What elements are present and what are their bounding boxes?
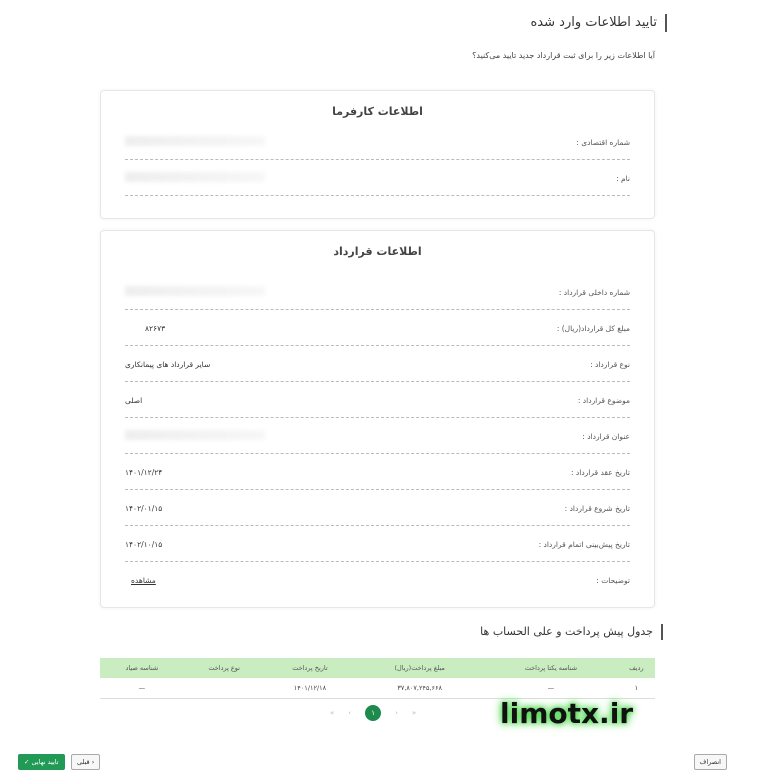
page-1-button[interactable]: ۱ (365, 705, 381, 721)
contract-row (125, 526, 630, 562)
contract-row (125, 490, 630, 526)
redacted-value (125, 430, 265, 440)
table-cell: ۳۷,۸۰۷,۲۴۵,۶۶۸ (355, 678, 484, 698)
cancel-button[interactable]: انصراف (694, 754, 727, 770)
confirm-button[interactable]: تایید نهایی ✓ (18, 754, 65, 770)
table-cell: — (100, 678, 184, 698)
employer-row: شماره اقتصادی : (125, 124, 630, 160)
payments-table (100, 658, 655, 699)
pagination (330, 705, 416, 721)
contract-row (125, 382, 630, 418)
employer-row: نام : (125, 160, 630, 196)
table-row (100, 678, 655, 698)
view-description-link[interactable]: مشاهده (131, 576, 156, 585)
first-page-button[interactable]: « (330, 709, 335, 717)
field-label: تاریخ عقد قرارداد : (570, 468, 630, 477)
field-value: ۱۴۰۲/۱۰/۱۵ (125, 540, 163, 549)
field-label: عنوان قرارداد : (582, 432, 630, 441)
table-cell: — (484, 678, 618, 698)
contract-row (125, 418, 630, 454)
redacted-value (125, 136, 265, 146)
column-header: شناسه صیاد (100, 658, 184, 678)
field-value: ۸۲۶۷۳ (145, 324, 166, 333)
field-value: سایر قرارداد های پیمانکاری (125, 360, 211, 369)
confirm-question: آیا اطلاعات زیر را برای ثبت قرارداد جدید تایید می‌کنید؟ (472, 51, 655, 60)
employer-title: اطلاعات کارفرما (332, 105, 423, 118)
payments-title: جدول پیش پرداخت و علی الحساب ها (480, 624, 663, 640)
table-cell: ۱ (618, 678, 655, 698)
last-page-button[interactable]: » (411, 709, 417, 717)
column-header: شناسه یکتا پرداخت (484, 658, 618, 678)
contract-row (125, 454, 630, 490)
field-label: شماره داخلی قرارداد : (558, 288, 630, 297)
column-header: مبلغ پرداخت(ریال) (355, 658, 484, 678)
watermark: limotx.ir (500, 697, 634, 730)
field-value: ۱۴۰۱/۱۲/۲۴ (125, 468, 163, 477)
field-value: اصلی (125, 396, 143, 405)
field-label: توضیحات : (596, 576, 630, 585)
field-label: تاریخ شروع قرارداد : (564, 504, 630, 513)
next-page-button[interactable]: › (395, 709, 398, 717)
back-button[interactable]: ‹ قبلی (71, 754, 100, 770)
field-label: مبلغ کل قرارداد(ریال) : (556, 324, 630, 333)
contract-row (125, 346, 630, 382)
employer-card (100, 90, 655, 219)
page-title: تایید اطلاعات وارد شده (531, 14, 668, 32)
contract-row (125, 274, 630, 310)
redacted-value (125, 286, 265, 296)
field-label: نوع قرارداد : (590, 360, 630, 369)
contract-row (125, 562, 630, 598)
prev-page-button[interactable]: ‹ (348, 709, 352, 717)
column-header: نوع پرداخت (184, 658, 265, 678)
column-header: تاریخ پرداخت (265, 658, 356, 678)
column-header: ردیف (618, 658, 655, 678)
contract-row (125, 310, 630, 346)
table-cell: ۱۴۰۱/۱۲/۱۸ (265, 678, 356, 698)
field-value: ۱۴۰۲/۰۱/۱۵ (125, 504, 163, 513)
field-label: تاریخ پیش‌بینی اتمام قرارداد : (538, 540, 630, 549)
field-label: موضوع قرارداد : (577, 396, 630, 405)
redacted-value (125, 172, 265, 182)
contract-card (100, 230, 655, 608)
contract-title: اطلاعات قرارداد (333, 245, 422, 258)
table-cell (184, 678, 265, 698)
